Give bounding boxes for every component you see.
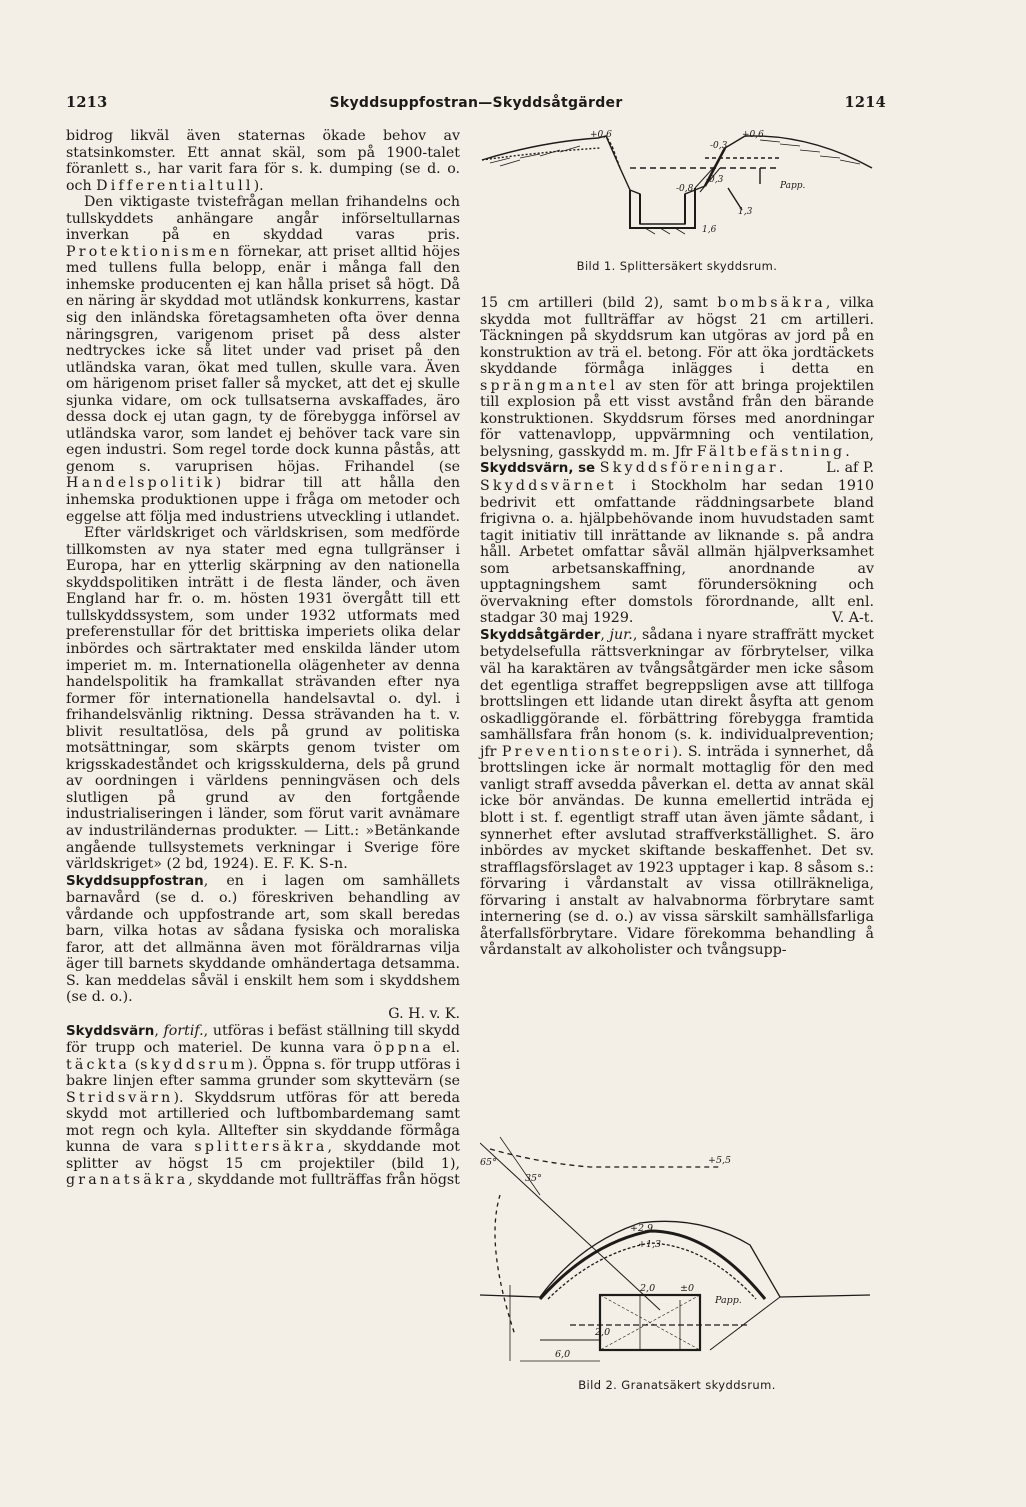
signature: V. A-t. [831, 610, 874, 627]
dimension-label: ±0 [680, 1283, 695, 1294]
figure-labels [590, 130, 806, 235]
signature: G. H. v. K. [388, 1005, 460, 1022]
dimension-label: Papp. [780, 181, 806, 191]
entry-headword: Skyddsuppfostran [66, 873, 204, 889]
entry-skyddsvarn: Skyddsvärn, fortif., utföras i befäst ställning till skydd för trupp och materiel. De kunna vara öppna el. täckta (skyddsrum). Öppna s. för trupp utföras i bakre linjen efter samma grunder som skyttevärn (se Stridsvärn). Skyddsrum utföras för att bereda skydd mot artilleried och luftbombardemang samt mot regn och kyla. Alltefter sin skyddande förmåga kunna de vara splittersäkra, skyddande mot splitter av högst 15 cm projektiler (bild 1), granatsäkra, skyddande mot fullträffas från högst [66, 1022, 461, 1189]
dimension-label: -0,8 [676, 184, 694, 194]
left-column [66, 128, 460, 1189]
dimension-label: +0,6 [742, 130, 764, 140]
dimension-label: 1,6 [702, 225, 717, 235]
signature: E. F. K. S-n. [263, 856, 348, 873]
entry-skyddsatgarder: Skyddsåtgärder, jur., sådana i nyare straffrätt mycket betydelsefulla rättsverkningar av förbrytelser, vilka väl ha karaktären av tvångsåtgärder men icke såsom det egentliga straffet begreppsligen avse att tillfoga brottslingen ett lidande utan direkt åsyfta att genom oskadliggörande el. förbättring förebygga framtida samhällsfara från honom (s. k. individualprevention; jfr Preventionsteori). S. inträda i synnerhet, då brottslingen icke är normalt mottaglig för den med vanligt straff avsedda påverkan el. detta av annat skäl icke bör användas. De kunna emellertid inträda ej blott i st. f. egentligt straff utan även jämte sådant, i synnerhet efter avslutad straffverkställighet. S. äro inbördes av mycket skiftande beskaffenhet. Det sv. strafflagsförslaget av 1923 upptager i kap. 8 såsom s.: förvaring i vårdanstalt av vissa otillräkneliga, förvaring i anstalt av halvabnorma förbrytare samt internering (se d. o.) av vissa särskilt samhällsfarliga återfallsförbrytare. Vidare förekomma behandling å vårdanstalt av alkoholister och tvångsupp- [480, 626, 874, 959]
dimension-label: -0,3 [710, 141, 728, 151]
entry-skyddsvarnet: Skyddsvärnet i Stockholm har sedan 1910 bedrivit ett omfattande räddningsarbete bland frigivna o. a. hjälpbehövande inom huvudstaden samt tagit initiativ till inrättande av liknande s. på andra håll. Arbetet omfattar såväl allmän hjälpverksamhet som arbetsanskaffning, anordnande av upptagningshem samt förundersökning och övervakning efter domstols förordnande, allt enl. stadgar 30 maj 1929. V. A-t. [480, 478, 874, 627]
cross-reference[interactable]: Handelspolitik [66, 475, 216, 492]
figure-drawing [480, 1137, 870, 1361]
paragraph: Efter världskriget och världskrisen, som medförde tillkomsten av nya stater med egna tullgränser i Europa, har en ytterlig skärpning av den nationella skyddspolitiken inträtt i de flesta länder, och även England har fr. o. m. hösten 1931 övergått till ett tullskyddssystem, som under 1932 utformats med preferenstullar för det brittiska imperiets olika delar inbördes och särtraktater med enskilda länder utom imperiet m. m. Internationella olägenheter av denna handelspolitik ha framkallat strävanden efter nya former för internationella handelsavtal o. dyl. i frihandelsvänlig riktning. Dessa strävanden ha t. v. blivit resultatlösa, dels på grund av politiska motsättningar, som skärpts genom tvister om krigsskadeståndet och krigsskulderna, dels på grund av oordningen i världens penningväsen och dels slutligen på grund av den fortgående industrialiseringen i länder, som förut varit avnämare av industriländernas produkter. — Litt.: »Betänkande angående tullsystemets verkningar i Sverige före världskriget» (2 bd, 1924). E. F. K. S-n. [66, 525, 460, 873]
cross-reference[interactable]: Preventionsteori [501, 743, 673, 760]
dimension-label: -0,3 [706, 175, 724, 185]
paragraph: bidrog likväl även staternas ökade behov av statsinkomster. Ett annat skäl, som på 1900-talet föranlett s., har varit fara för s. k. dumping (se d. o. och Differentialtull). [66, 128, 460, 194]
entry-headword: Skyddsåtgärder [480, 627, 601, 643]
page-number-right: 1214 [844, 94, 886, 111]
entry-label: jur. [609, 626, 633, 643]
entry-headword: Skyddsvärn [66, 1023, 155, 1039]
dimension-label: 6,0 [555, 1349, 571, 1360]
running-title: Skyddsuppfostran—Skyddsåtgärder [329, 95, 623, 111]
dimension-label: 2,0 [640, 1283, 656, 1294]
cross-reference[interactable]: Fältbefästning [696, 443, 846, 460]
entry-skyddsvarn-ref: Skyddsvärn, se Skyddsföreningar. [480, 460, 784, 477]
entry-skyddsuppfostran: Skyddsuppfostran, en i lagen om samhällets barnavård (se d. o.) föreskriven behandling av vårdande och uppfostrande art, som skall beredas barn, vilka hotas av sådana fysiska och moraliska faror, att det allmänna även mot föräldrarnas vilja äger till barnets skyddande omhändertaga detsamma. S. kan meddelas såväl i enskilt hem som i skyddshem (se d. o.). [66, 872, 460, 1006]
angle-label: 35° [525, 1173, 542, 1184]
figure-caption: Bild 2. Granatsäkert skyddsrum. [578, 1378, 776, 1392]
dimension-label: 1,3 [738, 207, 753, 217]
dimension-label: +2,9 [630, 1223, 654, 1234]
cross-reference[interactable]: Stridsvärn [66, 1089, 174, 1106]
figure-caption: Bild 1. Splittersäkert skyddsrum. [576, 259, 778, 273]
dimension-label: +0,6 [590, 130, 612, 140]
signature: L. af P. [826, 460, 874, 477]
page-number-left: 1213 [66, 94, 108, 111]
right-column-text [480, 295, 874, 959]
page-header [66, 94, 886, 111]
dimension-label: 2,0 [595, 1327, 611, 1338]
dimension-label: +5,5 [708, 1155, 732, 1166]
dimension-label: +1,3 [638, 1239, 662, 1250]
figure-labels [480, 1155, 742, 1360]
angle-label: 65° [480, 1157, 497, 1168]
entry-label: fortif. [163, 1022, 204, 1039]
figure-shell-proof-shelter [480, 1135, 874, 1365]
spaced-term: Protektionismen [66, 243, 233, 260]
cross-reference[interactable]: Differentialtull [96, 177, 254, 194]
figure-splinter-shelter [480, 128, 874, 273]
cross-reference[interactable]: Skyddsföreningar [599, 460, 779, 477]
dimension-label: Papp. [715, 1295, 742, 1306]
paragraph: Den viktigaste tvistefrågan mellan frihandelns och tullskyddets anhängare angår införseltullarnas inverkan på en skyddad varas pris. Protektionismen förnekar, att priset alltid höjes med tullens fulla belopp, enär i många fall den inhemske producenten ej kan hålla priset så högt. Då en näring är skyddad mot utländsk konkurrens, kastar sig den inländska företagsamheten ofta över denna näringsgren, varigenom priset på dess alster nedtryckes icke så litet under vad priset på den utländska varan, ökat med tullen, skulle vara. Även om härigenom priset faller så mycket, att det ej skulle sjunka vidare, om ock tullsatserna avskaffades, äro dessa dock ej utan gagn, ty de förebygga införsel av utländska varor, som landet ej behöver tack vare sin egen industri. Som regel torde dock kunna påstås, att genom s. varuprisen höjas. Frihandel (se Handelspolitik) bidrar till att hålla den inhemska produktionen uppe i fråga om metoder och eggelse att följa med industriens utveckling i utlandet. [66, 194, 461, 525]
paragraph: 15 cm artilleri (bild 2), samt bombsäkra, vilka skydda mot fullträffar av högst 21 cm artilleri. Täckningen på skyddsrum kan utgöras av jord på en konstruktion av trä el. betong. För att öka jordtäckets skyddande förmåga inlägges i detta en sprängmantel av sten för att bringa projektilen till explosion på ett visst avstånd från den bärande konstruktionen. Skyddsrum förses med anordningar för vattenavlopp, uppvärmning och ventilation, belysning, gasskydd m. m. Jfr Fältbefästning. L. af P. [480, 295, 874, 477]
entry-headword: Skyddsvärnet [480, 478, 617, 495]
terrain-outline [482, 136, 872, 224]
